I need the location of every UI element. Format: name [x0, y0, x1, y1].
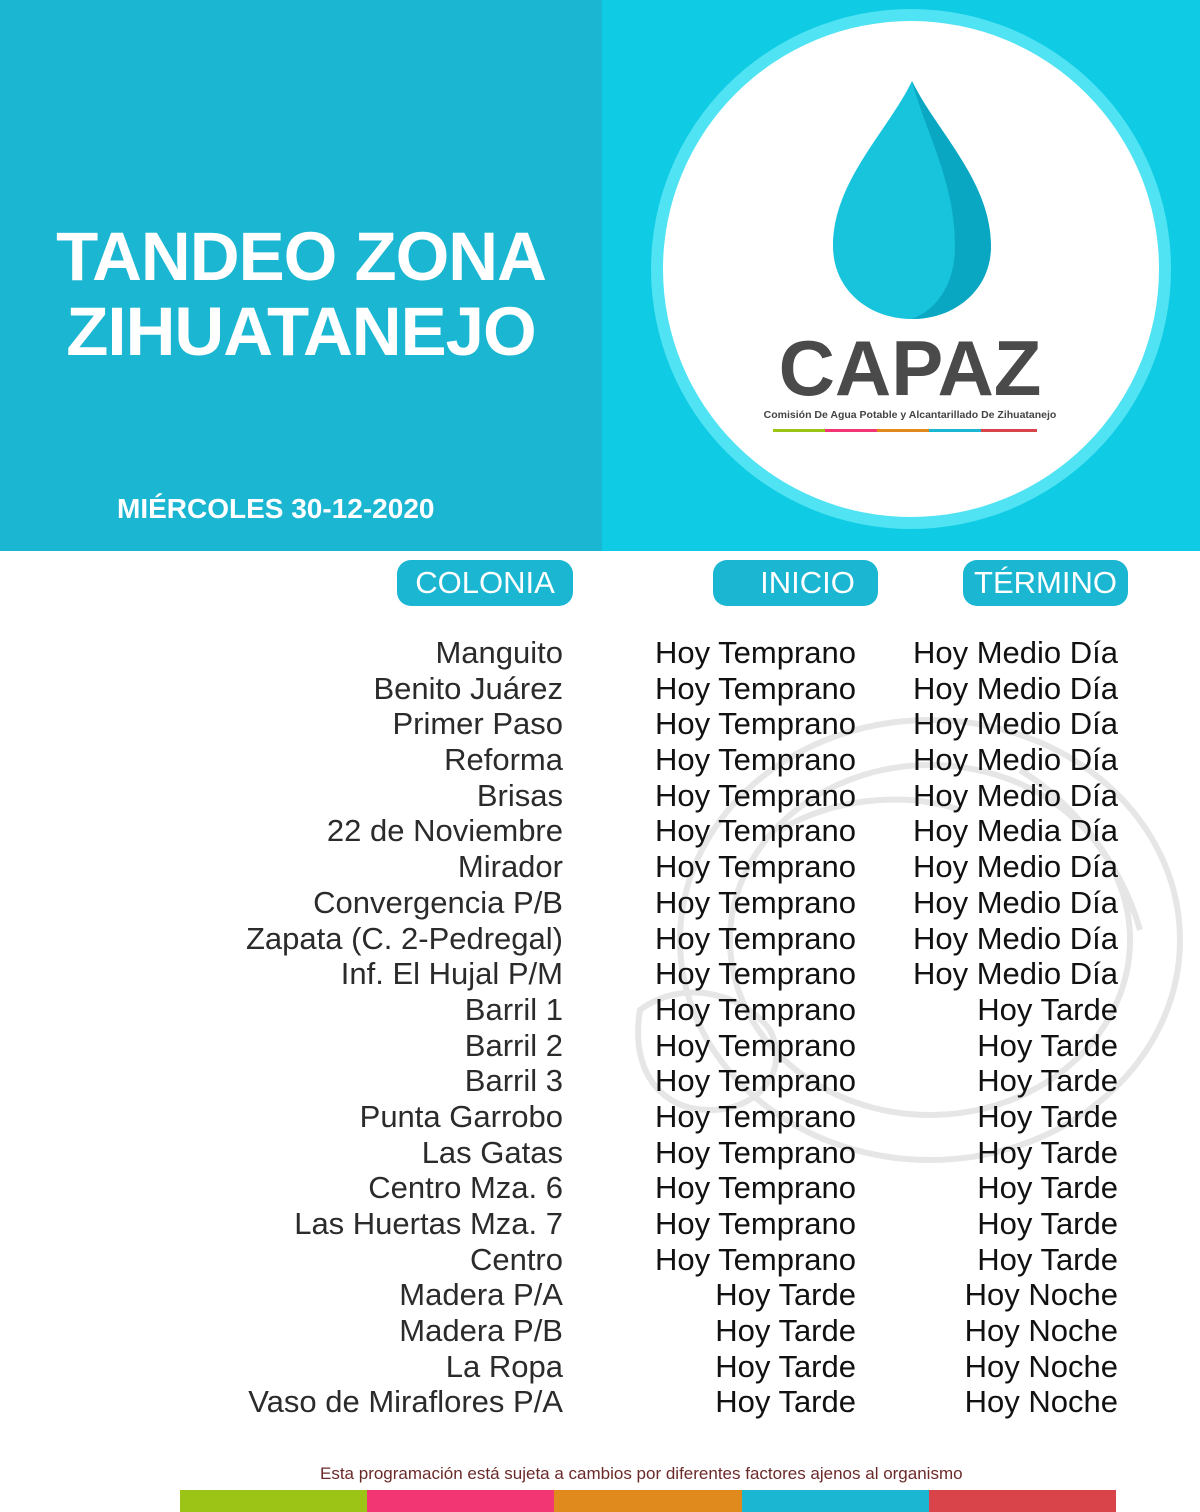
termino-cell: Hoy Noche [964, 1348, 1118, 1384]
colonia-cell: Primer Paso [392, 706, 563, 742]
table-row [0, 671, 1200, 707]
table-row [0, 742, 1200, 778]
inicio-cell: Hoy Temprano [654, 742, 856, 778]
termino-cell: Hoy Tarde [977, 1206, 1118, 1241]
colonia-cell: Mirador [457, 849, 563, 885]
disclaimer: Esta programación está sujeta a cambios por diferentes factores ajenos al organismo [320, 1464, 963, 1483]
table-row [0, 1242, 1200, 1278]
inicio-cell: Hoy Tarde [715, 1384, 856, 1420]
inicio-cell: Hoy Temprano [654, 991, 856, 1027]
table-row [0, 1384, 1200, 1420]
table-row [0, 706, 1200, 742]
colonia-cell: Las Gatas [421, 1134, 563, 1170]
termino-cell: Hoy Medio Día [912, 670, 1118, 706]
table-row [0, 635, 1200, 671]
colonia-cell: Vaso de Miraflores P/A [248, 1384, 563, 1420]
inicio-cell: Hoy Temprano [654, 635, 856, 670]
inicio-cell: Hoy Temprano [654, 920, 856, 956]
termino-cell: Hoy Tarde [977, 1241, 1118, 1277]
termino-cell: Hoy Medio Día [912, 635, 1118, 670]
inicio-cell: Hoy Temprano [654, 956, 856, 992]
termino-cell: Hoy Noche [964, 1313, 1118, 1349]
footer-bar-cyan [742, 1490, 929, 1512]
column-header-colonia: COLONIA [397, 560, 573, 606]
table-row [0, 992, 1200, 1028]
termino-cell: Hoy Medio Día [912, 884, 1118, 920]
termino-cell: Hoy Medio Día [912, 956, 1118, 992]
table-row [0, 956, 1200, 992]
inicio-cell: Hoy Temprano [654, 1170, 856, 1206]
table-row [0, 1063, 1200, 1099]
termino-cell: Hoy Medio Día [912, 777, 1118, 813]
inicio-cell: Hoy Temprano [654, 1027, 856, 1063]
capaz-logo [663, 21, 1159, 517]
inicio-cell: Hoy Tarde [715, 1277, 856, 1313]
colonia-cell: Madera P/A [399, 1277, 563, 1313]
footer-bar-orange [554, 1490, 742, 1512]
colonia-cell: Centro [469, 1241, 563, 1277]
table-row [0, 1099, 1200, 1135]
colonia-cell: Zapata (C. 2-Pedregal) [245, 920, 563, 956]
table-row [0, 1349, 1200, 1385]
inicio-cell: Hoy Temprano [654, 849, 856, 885]
table-row [0, 1277, 1200, 1313]
termino-cell: Hoy Tarde [977, 991, 1118, 1027]
colonia-cell: 22 de Noviembre [326, 813, 563, 849]
table-row [0, 813, 1200, 849]
page-title-line2: ZIHUATANEJO [66, 293, 536, 370]
logo-name: CAPAZ [778, 324, 1042, 412]
colonia-cell: Centro Mza. 6 [368, 1170, 563, 1206]
termino-cell: Hoy Noche [964, 1277, 1118, 1313]
colonia-cell: La Ropa [445, 1348, 563, 1384]
schedule-table [0, 635, 1200, 1420]
footer-bar-pink [367, 1490, 554, 1512]
column-header-termino: TÉRMINO [963, 560, 1128, 606]
footer-bar-red [929, 1490, 1116, 1512]
colonia-cell: Madera P/B [399, 1313, 563, 1349]
logo-subtitle: Comisión De Agua Potable y Alcantarillado De Zihuatanejo [763, 409, 1057, 421]
column-header-inicio: INICIO [713, 560, 878, 606]
colonia-cell: Manguito [435, 635, 563, 670]
inicio-cell: Hoy Tarde [715, 1313, 856, 1349]
termino-cell: Hoy Tarde [977, 1027, 1118, 1063]
termino-cell: Hoy Noche [964, 1384, 1118, 1420]
inicio-cell: Hoy Temprano [654, 706, 856, 742]
footer-bar-green [180, 1490, 367, 1512]
termino-cell: Hoy Tarde [977, 1170, 1118, 1206]
table-row [0, 885, 1200, 921]
inicio-cell: Hoy Temprano [654, 1134, 856, 1170]
table-row [0, 1313, 1200, 1349]
colonia-cell: Convergencia P/B [313, 884, 563, 920]
table-row [0, 1206, 1200, 1242]
colonia-cell: Brisas [476, 777, 563, 813]
inicio-cell: Hoy Temprano [654, 1241, 856, 1277]
schedule-date: MIÉRCOLES 30-12-2020 [117, 493, 435, 524]
table-row [0, 778, 1200, 814]
inicio-cell: Hoy Tarde [715, 1348, 856, 1384]
inicio-cell: Hoy Temprano [654, 1098, 856, 1134]
termino-cell: Hoy Medio Día [912, 920, 1118, 956]
table-row [0, 921, 1200, 957]
inicio-cell: Hoy Temprano [654, 1206, 856, 1241]
colonia-cell: Las Huertas Mza. 7 [294, 1206, 563, 1241]
termino-cell: Hoy Tarde [977, 1098, 1118, 1134]
table-row [0, 849, 1200, 885]
inicio-cell: Hoy Temprano [654, 884, 856, 920]
termino-cell: Hoy Tarde [977, 1063, 1118, 1099]
termino-cell: Hoy Medio Día [912, 849, 1118, 885]
termino-cell: Hoy Medio Día [912, 742, 1118, 778]
table-row [0, 1170, 1200, 1206]
colonia-cell: Benito Juárez [373, 670, 563, 706]
colonia-cell: Barril 2 [464, 1027, 563, 1063]
page-title-line1: TANDEO ZONA [56, 218, 546, 295]
table-row [0, 1135, 1200, 1171]
colonia-cell: Reforma [444, 742, 563, 778]
termino-cell: Hoy Tarde [977, 1134, 1118, 1170]
colonia-cell: Barril 3 [464, 1063, 563, 1099]
termino-cell: Hoy Medio Día [912, 706, 1118, 742]
termino-cell: Hoy Media Día [912, 813, 1118, 849]
table-row [0, 1028, 1200, 1064]
inicio-cell: Hoy Temprano [654, 777, 856, 813]
colonia-cell: Barril 1 [464, 991, 563, 1027]
inicio-cell: Hoy Temprano [654, 813, 856, 849]
colonia-cell: Punta Garrobo [359, 1098, 563, 1134]
colonia-cell: Inf. El Hujal P/M [340, 956, 563, 992]
inicio-cell: Hoy Temprano [654, 1063, 856, 1099]
inicio-cell: Hoy Temprano [654, 670, 856, 706]
